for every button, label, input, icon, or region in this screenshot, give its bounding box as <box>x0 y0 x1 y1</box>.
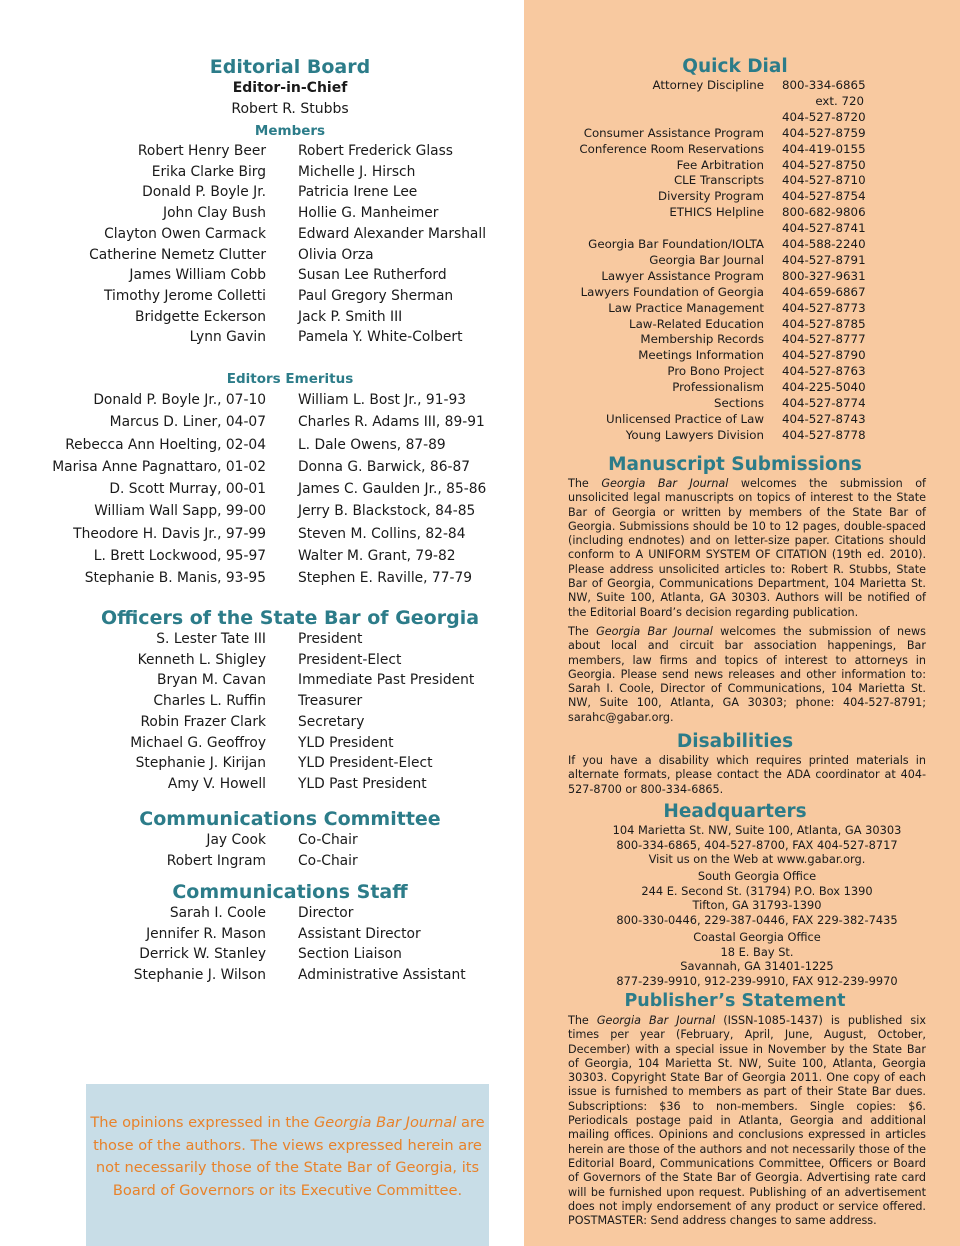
quick-dial-name: Lawyers Foundation of Georgia <box>580 284 764 299</box>
row-left: Jay Cook <box>206 832 266 848</box>
publishers-statement-title: Publisher’s Statement <box>624 991 846 1011</box>
row-right: Assistant Director <box>298 925 421 942</box>
row-right: Patricia Irene Lee <box>298 184 418 201</box>
row-left: Charles L. Ruffin <box>153 693 266 710</box>
disabilities-text: If you have a disability which requires printed materials in alternate formats, please contact the ADA coordinator at 404-527-8700 or 800-334-6865. <box>568 754 926 796</box>
row-right: Olivia Orza <box>298 246 374 263</box>
row-left: Stephanie B. Manis, 93-95 <box>84 570 266 586</box>
row-right: Immediate Past President <box>298 672 475 689</box>
row-right: Jerry B. Blackstock, 84-85 <box>298 503 476 520</box>
quick-dial-name: Georgia Bar Journal <box>649 252 764 267</box>
quick-dial-phone: ext. 720 <box>815 93 864 108</box>
quick-dial-phone: 404-527-8791 <box>782 252 866 267</box>
row-left: Amy V. Howell <box>167 775 266 792</box>
row-right: Co-Chair <box>298 853 358 869</box>
row-left: Stephanie J. Wilson <box>133 967 266 984</box>
row-left: Bryan M. Cavan <box>156 672 266 689</box>
right-column <box>524 0 960 1246</box>
disabilities-title: Disabilities <box>676 731 794 752</box>
row-right: Donna G. Barwick, 86-87 <box>298 458 471 475</box>
row-left: Kenneth L. Shigley <box>137 651 266 668</box>
row-right: YLD Past President <box>298 775 427 792</box>
row-left: William Wall Sapp, 99-00 <box>94 503 266 520</box>
quick-dial-phone: 404-527-8774 <box>782 396 866 410</box>
row-left: Rebecca Ann Hoelting, 02-04 <box>65 436 266 453</box>
row-right: James C. Gaulden Jr., 85-86 <box>298 481 487 497</box>
quick-dial-phone: 404-527-8754 <box>782 189 866 204</box>
row-left: Donald P. Boyle Jr., 07-10 <box>93 392 266 408</box>
row-right: Treasurer <box>298 693 363 710</box>
address-line: Tifton, GA 31793-1390 <box>692 898 822 913</box>
publishers-statement-text: The Georgia Bar Journal (ISSN-1085-1437) is published six times per year (February, April, June, August, October, December) with a special issue in November by the State Bar of Georgia, 104 Marietta St. NW, Suite 100, Atlanta, Georgia 30303. Copyright State Bar of Georgia 2011. One copy of each issue is furnished to members as part of their State Bar dues. Subscriptions: $36 to non-members. Single copies: $6. Periodicals postage paid in Atlanta, Georgia and additional mailing offices. Opinions and conclusions expressed in articles herein are those of the authors and not necessarily those of the Editorial Board, Communications Committee, Officers or Board of Governors of the State Bar of Georgia. Advertising rate card will be furnished upon request. Publishing of an advertisement does not imply endorsement of any product or service offered. POSTMASTER: Send address changes to same address. <box>568 1014 926 1228</box>
row-right: Edward Alexander Marshall <box>298 225 487 242</box>
row-right: Walter M. Grant, 79-82 <box>298 547 456 564</box>
row-left: Donald P. Boyle Jr. <box>142 184 266 201</box>
quick-dial-name: CLE Transcripts <box>673 173 764 188</box>
row-right: Secretary <box>298 713 365 730</box>
quick-dial-phone: 404-527-8710 <box>782 173 866 188</box>
address-line: Coastal Georgia Office <box>693 930 821 944</box>
row-left: Timothy Jerome Colletti <box>104 287 266 304</box>
editorial-board-title: Editorial Board <box>209 56 371 78</box>
quick-dial-name: Law-Related Education <box>629 316 764 331</box>
communications-staff-title: Communications Staff <box>172 881 408 903</box>
row-left: Stephanie J. Kirijan <box>135 755 266 772</box>
row-left: Robert Henry Beer <box>137 143 266 159</box>
quick-dial-name: Fee Arbitration <box>676 157 764 172</box>
quick-dial-name: Consumer Assistance Program <box>583 125 764 140</box>
address-line: Visit us on the Web at www.gabar.org. <box>648 852 866 867</box>
quick-dial-name: Conference Room Reservations <box>579 141 764 156</box>
row-right: Michelle J. Hirsch <box>298 163 416 180</box>
editors-emeritus-label: Editors Emeritus <box>226 371 354 387</box>
quick-dial-phone: 800-682-9806 <box>782 205 866 220</box>
row-right: President-Elect <box>298 651 402 668</box>
row-left: Robert Ingram <box>166 853 266 869</box>
quick-dial-name: Professionalism <box>672 380 764 395</box>
quick-dial-name: Membership Records <box>640 332 764 347</box>
quick-dial-name: Attorney Discipline <box>652 78 764 92</box>
quick-dial-phone: 404-527-8720 <box>782 109 866 124</box>
row-left: Derrick W. Stanley <box>139 946 266 963</box>
editor-in-chief-label: Editor-in-Chief <box>232 80 348 96</box>
row-left: John Clay Bush <box>163 205 266 222</box>
headquarters-address <box>568 823 946 867</box>
row-left: James William Cobb <box>129 267 266 284</box>
address-line: 800-334-6865, 404-527-8700, FAX 404-527-8717 <box>616 837 898 852</box>
address-line: 877-239-9910, 912-239-9910, FAX 912-239-9970 <box>616 973 898 988</box>
row-left: L. Brett Lockwood, 95-97 <box>93 547 266 564</box>
officers-title: Officers of the State Bar of Georgia <box>100 607 480 629</box>
row-left: Marisa Anne Pagnattaro, 01-02 <box>52 458 266 475</box>
communications-committee-title: Communications Committee <box>139 808 441 830</box>
quick-dial-name: Sections <box>714 396 764 410</box>
row-left: Catherine Nemetz Clutter <box>89 246 266 263</box>
quick-dial-name: Pro Bono Project <box>667 364 764 379</box>
quick-dial-phone: 800-327-9631 <box>782 268 866 283</box>
quick-dial-phone: 404-527-8785 <box>782 316 866 331</box>
address-line: Savannah, GA 31401-1225 <box>680 959 834 974</box>
row-left: S. Lester Tate III <box>156 631 266 647</box>
address-line: 104 Marietta St. NW, Suite 100, Atlanta, GA 30303 <box>612 823 902 837</box>
row-right: William L. Bost Jr., 91-93 <box>298 392 467 408</box>
row-right: L. Dale Owens, 87-89 <box>298 436 446 453</box>
disclaimer-box <box>86 1084 489 1246</box>
row-right: Robert Frederick Glass <box>298 143 453 159</box>
quick-dial-phone: 404-527-8790 <box>782 348 866 363</box>
row-right: YLD President-Elect <box>298 755 433 772</box>
row-left: Sarah I. Coole <box>169 905 266 921</box>
editor-in-chief-name: Robert R. Stubbs <box>231 101 349 117</box>
quick-dial-phone: 404-527-8741 <box>782 221 866 236</box>
row-right: Charles R. Adams III, 89-91 <box>298 414 485 431</box>
row-left: Michael G. Geoffroy <box>130 734 266 751</box>
quick-dial-phone: 404-527-8763 <box>782 364 866 379</box>
row-left: D. Scott Murray, 00-01 <box>109 481 266 497</box>
quick-dial-phone: 404-225-5040 <box>782 380 866 395</box>
quick-dial-name: Meetings Information <box>638 348 764 363</box>
row-right: Section Liaison <box>298 946 402 963</box>
row-right: Jack P. Smith III <box>298 308 403 325</box>
address-line: South Georgia Office <box>697 869 817 883</box>
quick-dial-name: ETHICS Helpline <box>669 205 764 220</box>
quick-dial-name: Law Practice Management <box>608 300 764 315</box>
quick-dial-name: Diversity Program <box>657 189 764 204</box>
address-line: 800-330-0446, 229-387-0446, FAX 229-382-7435 <box>616 912 898 927</box>
disclaimer-text: The opinions expressed in the Georgia Bar Journal are those of the authors. The views expressed herein are not necessarily those of the State Bar of Georgia, its Board of Governors or its Executive Committee. <box>90 1114 485 1199</box>
row-left: Robin Frazer Clark <box>140 713 266 730</box>
manuscript-paragraph-1: The Georgia Bar Journal welcomes the submission of unsolicited legal manuscripts on topics of interest to the State Bar of Georgia or written by members of the State Bar of Georgia. Submissions should be 10 to 12 pages, double-spaced (including endnotes) and on letter-size paper. Citations should conform to A UNIFORM SYSTEM OF CITATION (19th ed. 2010). Please address unsolicited articles to: Robert R. Stubbs, State Bar of Georgia, Communications Department, 104 Marietta St. NW, Suite 100, Atlanta, GA 30303. Authors will be notified of the Editorial Board’s decision regarding publication. <box>568 477 926 619</box>
row-left: Jennifer R. Mason <box>146 925 266 942</box>
row-right: Steven M. Collins, 82-84 <box>298 525 466 542</box>
quick-dial-phone: 404-659-6867 <box>782 284 866 299</box>
quick-dial-phone: 404-527-8759 <box>782 125 866 140</box>
quick-dial-phone: 404-527-8743 <box>782 411 866 426</box>
address-line: 18 E. Bay St. <box>720 944 794 959</box>
row-left: Erika Clarke Birg <box>151 163 266 180</box>
quick-dial-phone: 404-527-8778 <box>782 427 866 442</box>
quick-dial-phone: 800-334-6865 <box>782 78 866 92</box>
row-left: Theodore H. Davis Jr., 97-99 <box>73 525 266 542</box>
quick-dial-title: Quick Dial <box>682 56 788 77</box>
row-right: Susan Lee Rutherford <box>298 267 447 284</box>
row-right: Hollie G. Manheimer <box>298 205 439 222</box>
quick-dial-name: Georgia Bar Foundation/IOLTA <box>588 237 764 251</box>
row-right: Paul Gregory Sherman <box>298 287 454 304</box>
row-right: Co-Chair <box>298 832 358 848</box>
row-right: Pamela Y. White-Colbert <box>298 329 463 346</box>
manuscript-submissions-title: Manuscript Submissions <box>608 454 862 475</box>
row-left: Clayton Owen Carmack <box>104 225 266 242</box>
row-right: YLD President <box>298 734 394 751</box>
quick-dial-phone: 404-588-2240 <box>782 237 866 251</box>
quick-dial-name: Unlicensed Practice of Law <box>606 411 764 426</box>
quick-dial-phone: 404-419-0155 <box>782 141 866 156</box>
quick-dial-name: Lawyer Assistance Program <box>601 268 764 283</box>
address-line: 244 E. Second St. (31794) P.O. Box 1390 <box>641 883 873 898</box>
quick-dial-name: Young Lawyers Division <box>625 427 764 442</box>
row-right: Administrative Assistant <box>298 967 466 984</box>
south-georgia-office <box>568 869 946 927</box>
quick-dial-phone: 404-527-8773 <box>782 300 866 315</box>
coastal-georgia-office <box>568 930 946 988</box>
quick-dial-phone: 404-527-8777 <box>782 332 866 347</box>
row-left: Bridgette Eckerson <box>134 308 266 325</box>
quick-dial-phone: 404-527-8750 <box>782 157 866 172</box>
manuscript-paragraph-2: The Georgia Bar Journal welcomes the submission of news about local and circuit bar association happenings, Bar members, law firms and topics of interest to attorneys in Georgia. Please send news releases and other information to: Sarah I. Coole, Director of Communications, 104 Marietta St. NW, Suite 100, Atlanta, GA 30303; phone: 404-527-8791; sarahc@gabar.org. <box>568 625 926 724</box>
members-label: Members <box>254 123 326 139</box>
row-right: Director <box>298 905 354 921</box>
row-left: Lynn Gavin <box>189 329 266 346</box>
row-right: Stephen E. Raville, 77-79 <box>298 570 473 586</box>
row-right: President <box>298 631 363 647</box>
headquarters-title: Headquarters <box>663 801 807 822</box>
row-left: Marcus D. Liner, 04-07 <box>109 414 266 431</box>
